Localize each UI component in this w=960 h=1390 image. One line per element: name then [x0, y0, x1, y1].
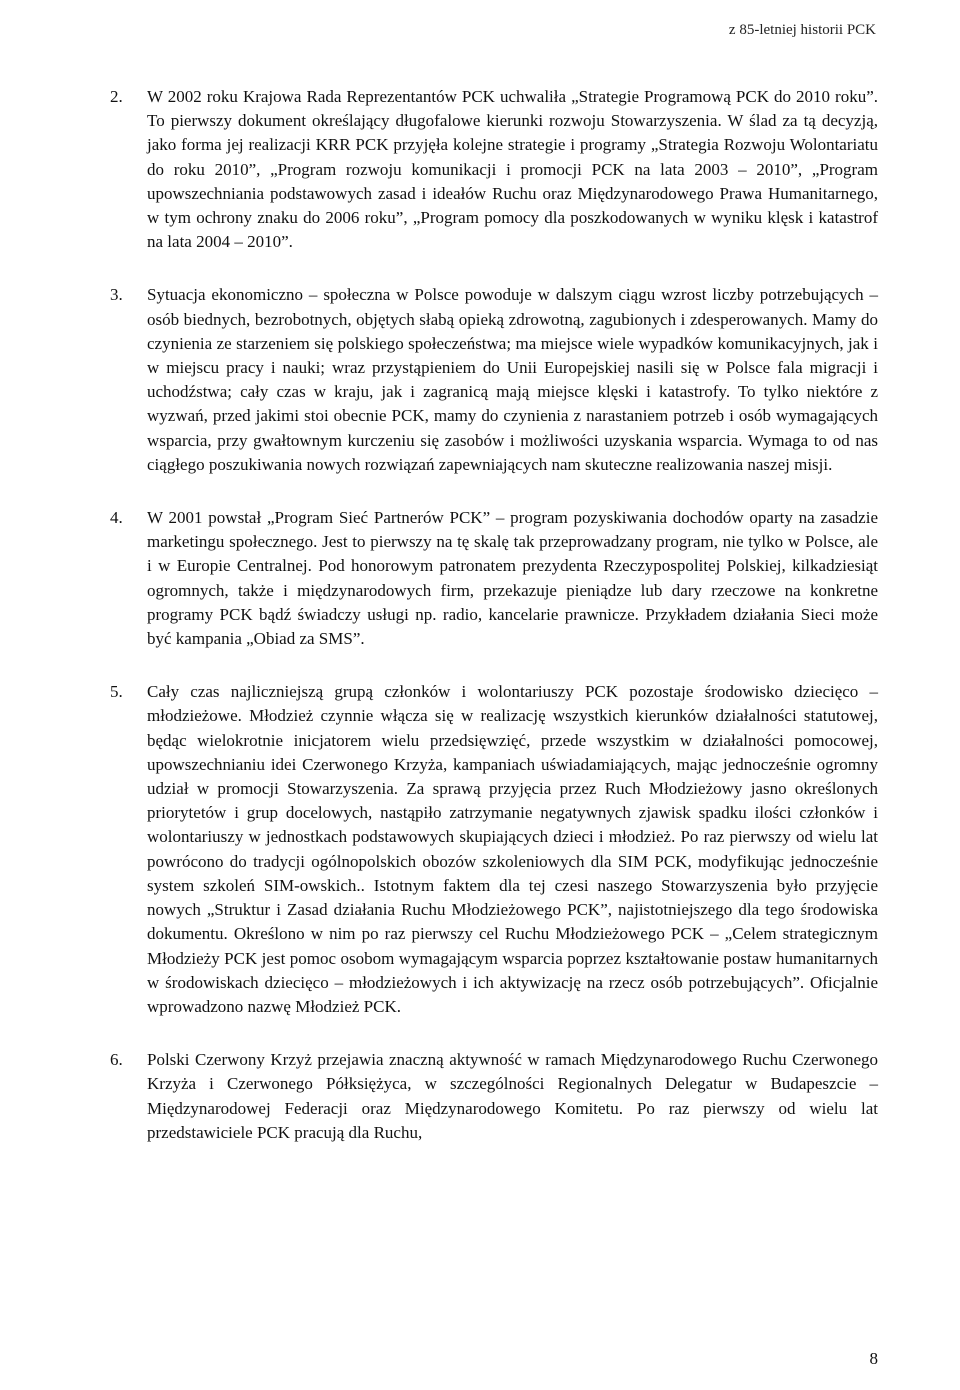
list-item	[110, 680, 878, 1019]
list-item-text: Sytuacja ekonomiczno – społeczna w Polsce powoduje w dalszym ciągu wzrost liczby potrzebujących – osób biednych, bezrobotnych, objętych słabą opieką zdrowotną, zagubionych i zdesperowanych. Mamy do czynienia ze starzeniem się polskiego społeczeństwa; ma miejsce wiele wypadków komunikacyjnych, jak i w miejscu pracy i nauki; wraz przystąpieniem do Unii Europejskiej nasili się w Polsce fala migracji i uchodźstwa; cały czas w kraju, jak i zagranicą mają miejsce klęski i katastrofy. To tylko niektóre z wyzwań, przed jakimi stoi obecnie PCK, mamy do czynienia z narastaniem potrzeb i osób wymagających wsparcia, przy gwałtownym kurczeniu się zasobów i możliwości uzyskania wsparcia. Wymaga to od nas ciągłego poszukiwania nowych rozwiązań zapewniających nam skuteczne realizowania naszej misji.	[147, 285, 878, 474]
document-body	[110, 85, 878, 1174]
page-number: 8	[869, 1349, 878, 1368]
running-header: z 85-letniej historii PCK	[728, 22, 876, 38]
list-item-number: 3.	[110, 285, 123, 305]
list-item-text: Polski Czerwony Krzyż przejawia znaczną aktywność w ramach Międzynarodowego Ruchu Czerwonego Krzyża i Czerwonego Półksiężyca, w szczególności Regionalnych Delegatur w Budapeszcie – Międzynarodowej Federacji oraz Międzynarodowego Komitetu. Po raz pierwszy od wielu lat przedstawiciele PCK pracują dla Ruchu,	[147, 1050, 878, 1142]
list-item	[110, 283, 878, 477]
list-item-text: W 2002 roku Krajowa Rada Reprezentantów PCK uchwaliła „Strategie Programową PCK do 2010 roku”. To pierwszy dokument określający długofalowe kierunki rozwoju Stowarzyszenia. W ślad za tą decyzją, jako forma jej realizacji KRR PCK przyjęła kolejne strategie i programy „Strategia Rozwoju Wolontariatu do roku 2010”, „Program rozwoju komunikacji i promocji PCK na lata 2003 – 2010”, „Program upowszechniania podstawowych zasad i ideałów Ruchu oraz Międzynarodowego Prawa Humanitarnego, w tym ochrony znaku do 2006 roku”, „Program pomocy dla poszkodowanych w wyniku klęsk i katastrof na lata 2004 – 2010”.	[147, 87, 878, 252]
list-item-number: 4.	[110, 508, 123, 528]
list-item	[110, 1048, 878, 1145]
list-item	[110, 85, 878, 254]
list-item-number: 5.	[110, 682, 123, 702]
list-item-number: 6.	[110, 1050, 123, 1070]
list-item-number: 2.	[110, 87, 123, 106]
list-item-text: W 2001 powstał „Program Sieć Partnerów PCK” – program pozyskiwania dochodów oparty na zasadzie marketingu społecznego. Jest to pierwszy na tę skalę tak przeprowadzany program, nie tylko w Polsce, ale i w Europie Centralnej. Pod honorowym patronatem prezydenta Rzeczypospolitej Polskiej, kilkadziesiąt ogromnych, także i międzynarodowych firm, przekazuje pieniądze lub dary rzeczowe na konkretne programy PCK bądź świadczy usługi np. radio, kancelarie prawnicze. Przykładem działania Sieci może być kampania „Obiad za SMS”.	[147, 508, 878, 649]
list-item	[110, 506, 878, 651]
list-item-text: Cały czas najliczniejszą grupą członków i wolontariuszy PCK pozostaje środowisko dziecięco – młodzieżowe. Młodzież czynnie włącza się w realizację wszystkich kierunków działalności statutowej, będąc wielokrotnie inicjatorem wielu przedsięwzięć, przede wszystkim w działalności pomocowej, upowszechnianiu idei Czerwonego Krzyża, kampaniach uświadamiających, mając jednocześnie ogromny udział w promocji Stowarzyszenia. Za sprawą przyjęcia przez Ruch Młodzieżowy jasno określonych priorytetów i grup docelowych, nastąpiło zatrzymanie negatywnych zjawisk spadku ilości członków i wolontariuszy w jednostkach podstawowych skupiających dzieci i młodzież. Po raz pierwszy od wielu lat powrócono do tradycji ogólnopolskich obozów szkoleniowych dla SIM PCK, modyfikując jednocześnie system szkoleń SIM-owskich.. Istotnym faktem dla tej czesi naszego Stowarzyszenia było przyjęcie nowych „Struktur i Zasad działania Ruchu Młodzieżowego PCK”, najistotniejszego dla tego środowiska dokumentu. Określono w nim po raz pierwszy cel Ruchu Młodzieżowego PCK – „Celem strategicznym Młodzieży PCK jest pomoc osobom wymagającym wsparcia poprzez kształtowanie postaw humanitarnych w środowiskach dziecięco – młodzieżowych i ich aktywizację na rzecz osób potrzebujących”. Oficjalnie wprowadzono nazwę Młodzież PCK.	[147, 682, 878, 1016]
